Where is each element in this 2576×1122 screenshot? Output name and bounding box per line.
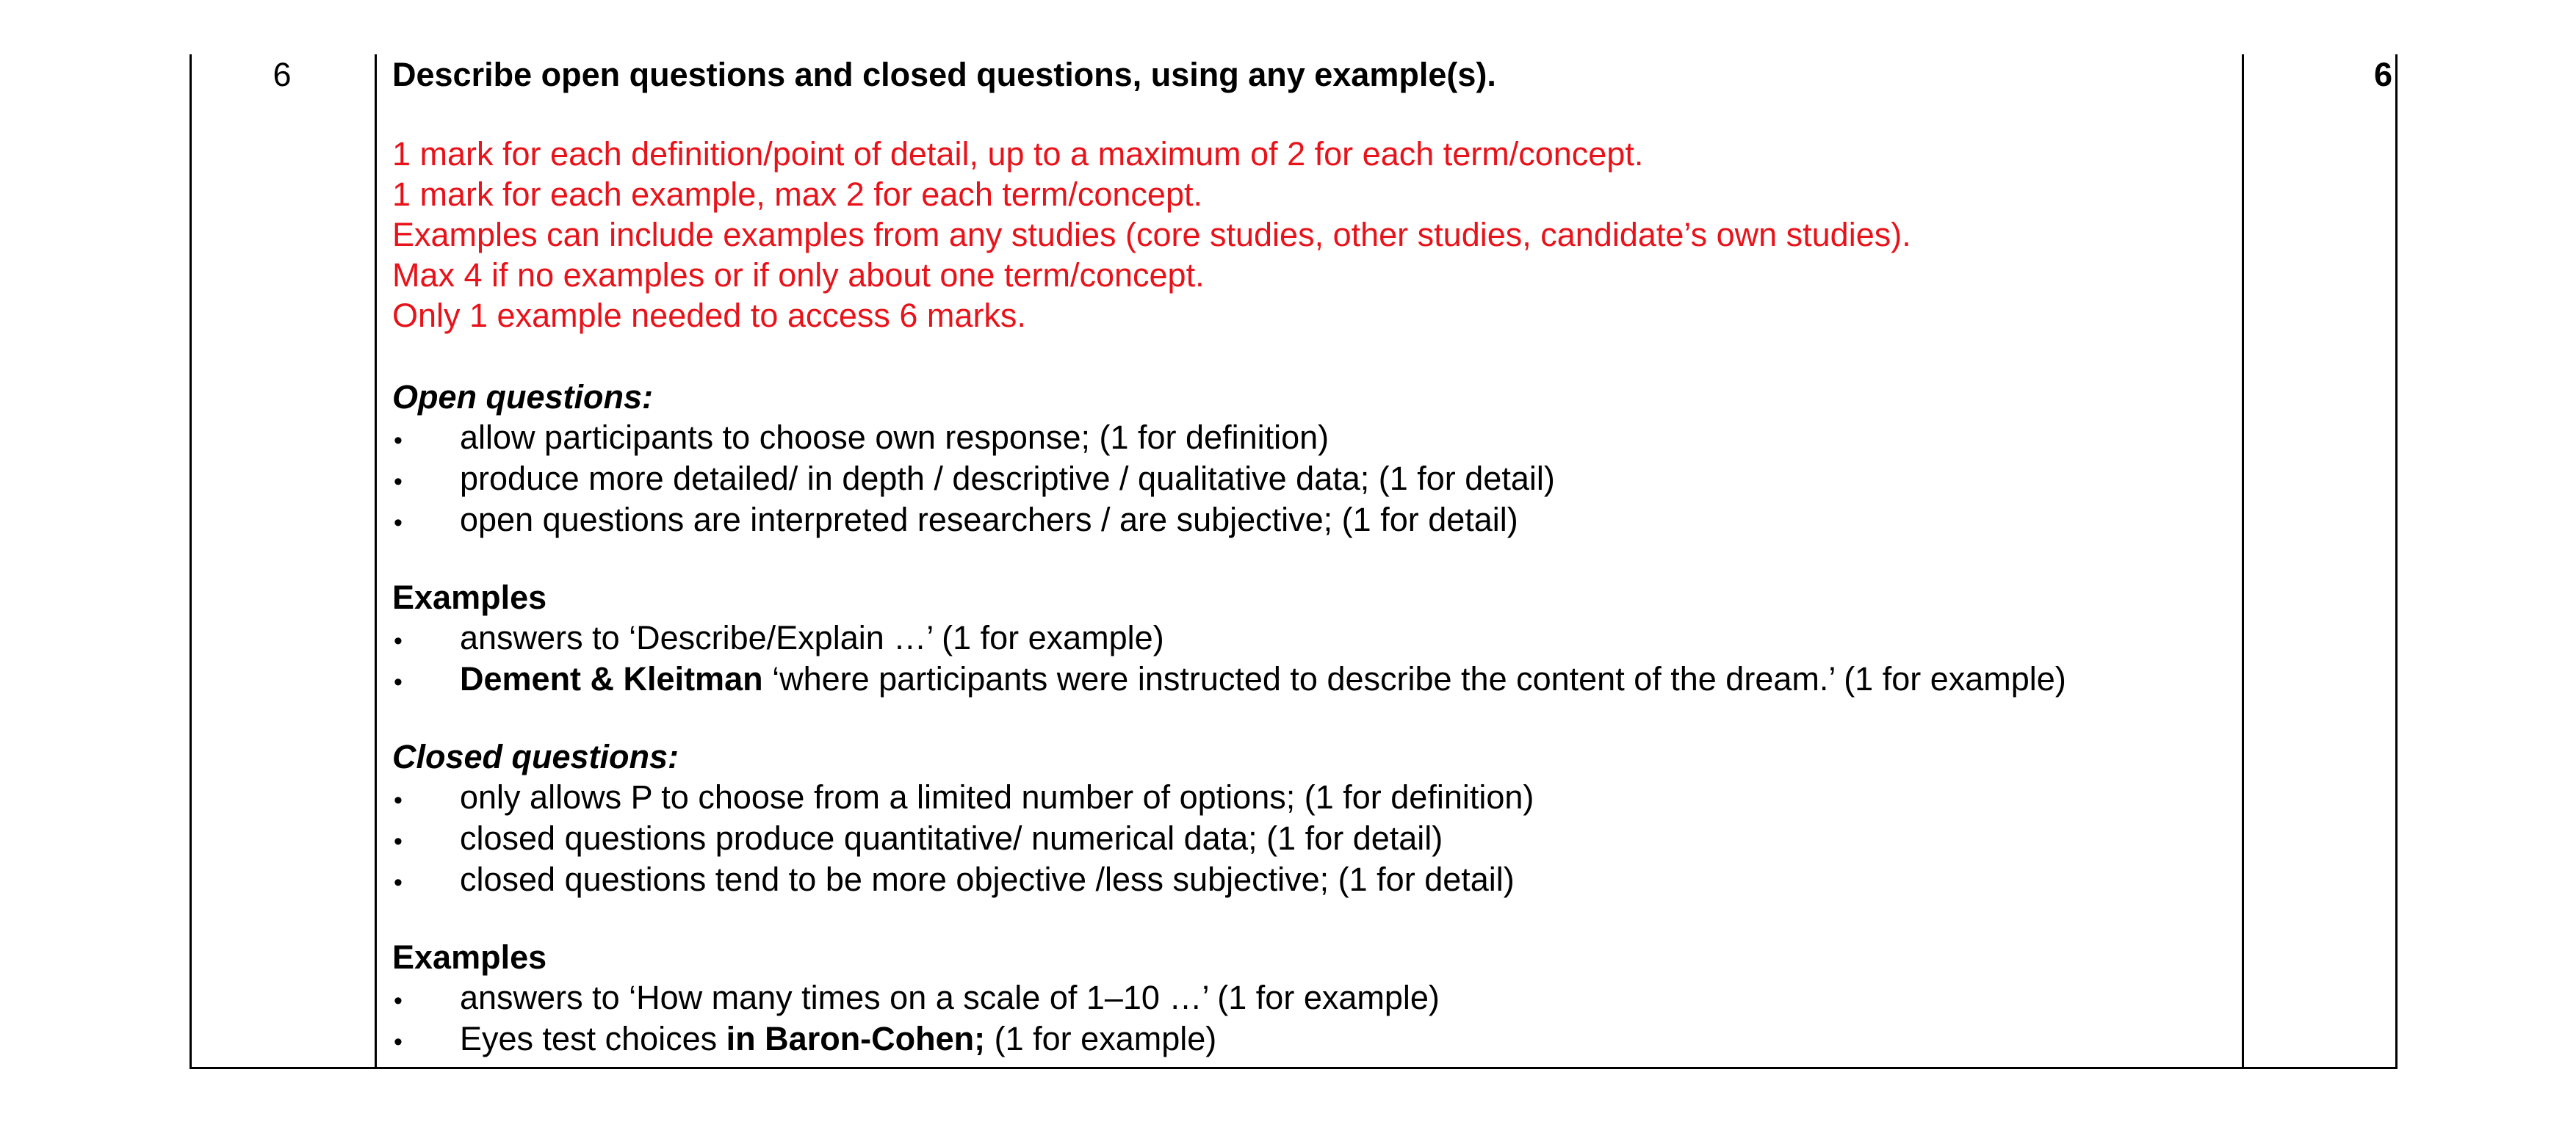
closed-questions-section <box>392 736 2243 900</box>
question-prompt: Describe open questions and closed questions, using any example(s). <box>392 56 1496 93</box>
open-examples-heading: Examples <box>392 579 547 616</box>
open-questions-section <box>392 377 2243 540</box>
bullet-icon: • <box>394 509 403 537</box>
study-name: Dement & Kleitman <box>460 660 763 698</box>
closed-example: answers to ‘How many times on a scale of 1–10 …’ (1 for example) <box>460 979 1440 1016</box>
question-marks: 6 <box>2373 56 2392 93</box>
closed-point: closed questions tend to be more objective /less subjective; (1 for detail) <box>460 861 1515 898</box>
table-border-left <box>190 54 192 1068</box>
open-point: open questions are interpreted researchers / are subjective; (1 for detail) <box>460 501 1518 538</box>
closed-questions-heading: Closed questions: <box>392 738 679 775</box>
example-text: ‘where participants were instructed to describe the content of the dream.’ (1 for example) <box>762 660 2066 698</box>
bullet-icon: • <box>394 786 403 814</box>
closed-point: only allows P to choose from a limited number of options; (1 for definition) <box>460 778 1534 816</box>
open-examples-section <box>392 577 2243 700</box>
list-item <box>392 777 2243 818</box>
closed-examples-section <box>392 937 2243 1060</box>
bullet-icon: • <box>394 668 403 696</box>
list-item <box>392 859 2243 900</box>
list-item <box>392 417 2243 458</box>
question-number: 6 <box>273 56 292 93</box>
bullet-icon: • <box>394 828 403 855</box>
table-border-right <box>2395 54 2398 1068</box>
list-item <box>392 1018 2243 1060</box>
bullet-icon: • <box>394 427 403 455</box>
study-name: in Baron-Cohen; <box>726 1020 986 1057</box>
open-point: allow participants to choose own response; (1 for definition) <box>460 419 1330 456</box>
open-example: answers to ‘Describe/Explain …’ (1 for example) <box>460 619 1164 656</box>
example-text: (1 for example) <box>985 1020 1217 1057</box>
bullet-icon: • <box>394 1028 403 1056</box>
example-text: Eyes test choices <box>460 1020 726 1057</box>
closed-example <box>460 1018 2243 1059</box>
closed-point: closed questions produce quantitative/ numerical data; (1 for detail) <box>460 819 1443 857</box>
open-questions-heading: Open questions: <box>392 378 654 416</box>
guidance-line: Only 1 example needed to access 6 marks. <box>392 297 1026 334</box>
list-item <box>392 977 2243 1018</box>
guidance-line: 1 mark for each definition/point of detail, up to a maximum of 2 for each term/concept. <box>392 135 1644 173</box>
bullet-icon: • <box>394 468 403 496</box>
list-item <box>392 659 2243 700</box>
list-item <box>392 618 2243 659</box>
bullet-icon: • <box>394 987 403 1015</box>
table-border-question-col <box>375 54 377 1068</box>
list-item <box>392 499 2243 540</box>
bullet-icon: • <box>394 869 403 897</box>
bullet-icon: • <box>394 627 403 655</box>
marking-guidance <box>392 134 2243 336</box>
table-border-bottom <box>190 1067 2398 1069</box>
list-item <box>392 818 2243 859</box>
open-point: produce more detailed/ in depth / descriptive / qualitative data; (1 for detail) <box>460 460 1555 497</box>
closed-examples-heading: Examples <box>392 938 547 976</box>
open-example <box>460 659 2243 699</box>
guidance-line: Max 4 if no examples or if only about one term/concept. <box>392 256 1205 294</box>
guidance-line: 1 mark for each example, max 2 for each term/concept. <box>392 175 1202 213</box>
guidance-line: Examples can include examples from any studies (core studies, other studies, candidate’s own studies). <box>392 216 1911 253</box>
list-item <box>392 458 2243 499</box>
answer-cell <box>392 54 2243 1060</box>
